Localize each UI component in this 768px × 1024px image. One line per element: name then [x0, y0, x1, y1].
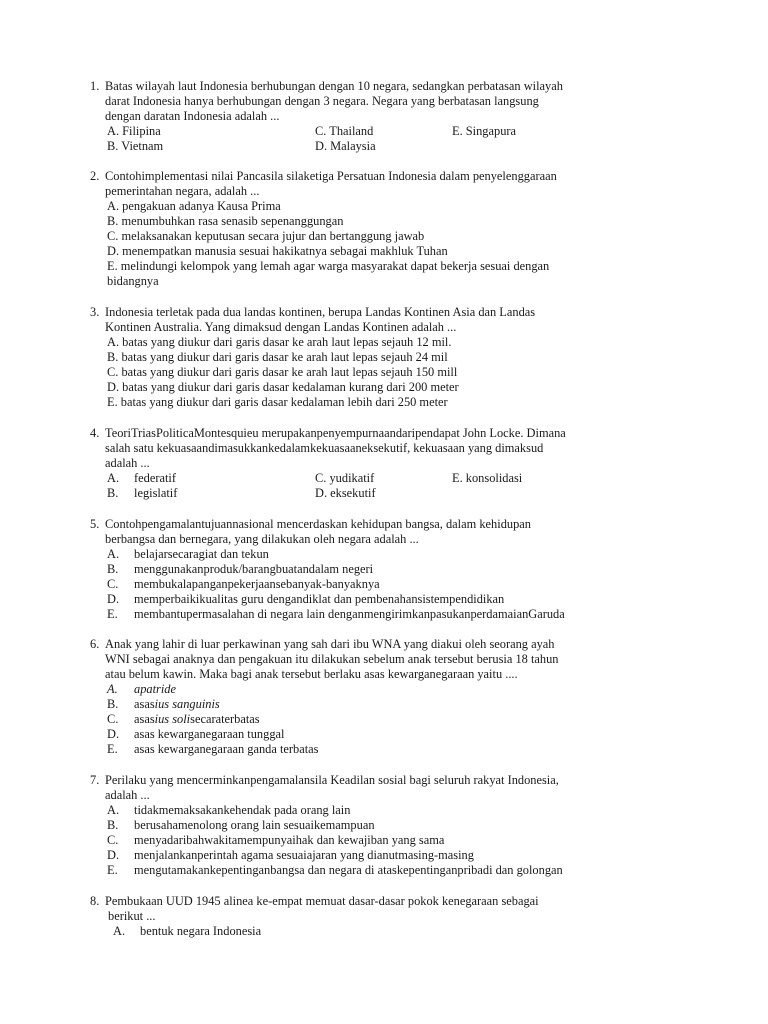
question-stem — [90, 305, 690, 335]
stem-line: adalah ... — [105, 456, 150, 470]
option-letter: E. — [107, 607, 118, 621]
option-e — [107, 259, 690, 274]
option-a — [107, 682, 690, 697]
option-text: Malaysia — [330, 139, 376, 153]
stem-line: dengan daratan Indonesia adalah ... — [105, 109, 280, 123]
option-b — [107, 486, 315, 501]
option-letter: E. — [452, 471, 463, 485]
option-letter: D. — [107, 380, 120, 394]
option-text: batas yang diukur dari garis dasar kedalaman lebih dari 250 meter — [120, 395, 448, 409]
option-a — [107, 335, 690, 350]
option-a — [113, 924, 690, 939]
question-number: 5. — [90, 517, 100, 531]
option-letter: B. — [107, 818, 119, 832]
option-letter: A. — [107, 199, 120, 213]
option-e — [107, 395, 690, 410]
option-text: belajarsecaragiat dan tekun — [134, 547, 269, 561]
option-c — [315, 471, 452, 486]
option-letter: D. — [107, 592, 120, 606]
option-letter: C. — [107, 712, 119, 726]
option-d — [107, 380, 690, 395]
option-letter: A. — [107, 547, 120, 561]
option-letter: E. — [107, 259, 118, 273]
question-number: 6. — [90, 637, 100, 651]
option-grid — [107, 124, 690, 154]
option-d — [107, 592, 690, 607]
option-text: berusahamenolong orang lain sesuaikemampuan — [134, 818, 375, 832]
option-text: batas yang diukur dari garis dasar kedalaman kurang dari 200 meter — [122, 380, 459, 394]
option-d — [107, 848, 690, 863]
option-text: Vietnam — [121, 139, 164, 153]
option-text: legislatif — [134, 486, 178, 500]
option-c — [107, 365, 690, 380]
stem-line: berbangsa dan bernegara, yang dilakukan oleh negara adalah ... — [105, 532, 419, 546]
option-text: asas — [134, 697, 155, 711]
option-e — [107, 607, 690, 622]
option-a — [107, 803, 690, 818]
option-d — [315, 486, 452, 501]
option-text: batas yang diukur dari garis dasar ke arah laut lepas sejauh 12 mil. — [122, 335, 452, 349]
option-text: asas kewarganegaraan tunggal — [134, 727, 285, 741]
option-text: secaraterbatas — [190, 712, 260, 726]
option-continuation: bidangnya — [107, 274, 159, 288]
option-c — [107, 577, 690, 592]
option-text: asas kewarganegaraan ganda terbatas — [134, 742, 319, 756]
option-a — [107, 199, 690, 214]
option-text: tidakmemaksakankehendak pada orang lain — [134, 803, 351, 817]
stem-line: salah satu kekuasaandimasukkankedalamkekuasaaneksekutif, kekuasaan yang dimaksud — [105, 441, 544, 455]
option-c — [107, 833, 690, 848]
question-stem — [90, 894, 690, 924]
question-stem — [90, 169, 690, 199]
option-letter: A. — [107, 124, 120, 138]
question-stem — [90, 79, 690, 124]
stem-line: Anak yang lahir di luar perkawinan yang sah dari ibu WNA yang diakui oleh seorang ayah — [105, 637, 555, 651]
stem-line: atau belum kawin. Maka bagi anak tersebut berlaku asas kewarganegaraan yaitu .... — [105, 667, 518, 681]
stem-line: TeoriTriasPoliticaMontesquieu merupakanpenyempurnaandaripendapat John Locke. Dimana — [105, 426, 566, 440]
question-8 — [90, 894, 690, 939]
option-letter: A. — [107, 335, 120, 349]
option-e — [452, 124, 516, 139]
option-text: eksekutif — [330, 486, 376, 500]
option-text-italic: ius sanguinis — [154, 697, 220, 711]
question-number: 3. — [90, 305, 100, 319]
option-letter: E. — [107, 742, 118, 756]
option-letter: D. — [107, 727, 120, 741]
option-letter: A. — [107, 803, 120, 817]
question-stem — [90, 773, 690, 803]
question-3 — [90, 305, 690, 410]
option-text: menjalankanperintah agama sesuaiajaran yang dianutmasing-masing — [134, 848, 474, 862]
option-list — [113, 924, 690, 939]
option-text: memperbaikikualitas guru dengandiklat dan pembenahansistempendidikan — [134, 592, 505, 606]
stem-line: Perilaku yang mencerminkanpengamalansila Keadilan sosial bagi seluruh rakyat Indonesia, — [105, 773, 559, 787]
option-letter: C. — [107, 365, 119, 379]
stem-line: WNI sebagai anaknya dan pengakuan itu dilakukan sebelum anak tersebut berusia 18 tahun — [105, 652, 559, 666]
option-text: federatif — [134, 471, 176, 485]
option-d — [107, 727, 690, 742]
question-number: 8. — [90, 894, 100, 908]
option-letter: D. — [107, 244, 120, 258]
question-number: 4. — [90, 426, 100, 440]
question-number: 7. — [90, 773, 100, 787]
option-list — [107, 682, 690, 757]
option-letter: A. — [107, 682, 118, 696]
stem-line: darat Indonesia hanya berhubungan dengan 3 negara. Negara yang berbatasan langsung — [105, 94, 539, 108]
option-letter: C. — [107, 833, 119, 847]
option-letter: B. — [107, 486, 119, 500]
stem-line: adalah ... — [105, 788, 150, 802]
option-letter: D. — [107, 848, 120, 862]
option-text: Thailand — [329, 124, 374, 138]
option-b — [107, 214, 690, 229]
option-b — [107, 139, 315, 154]
question-stem — [90, 426, 690, 471]
question-stem — [90, 637, 690, 682]
stem-line: berikut ... — [108, 909, 156, 923]
option-c — [107, 229, 690, 244]
option-list — [107, 803, 690, 878]
option-text: konsolidasi — [465, 471, 523, 485]
stem-line: Indonesia terletak pada dua landas kontinen, berupa Landas Kontinen Asia dan Landas — [105, 305, 536, 319]
option-letter: C. — [315, 471, 327, 485]
option-text: Filipina — [122, 124, 161, 138]
option-a — [107, 124, 315, 139]
option-letter: E. — [452, 124, 463, 138]
stem-line: Pembukaan UUD 1945 alinea ke-empat memuat dasar-dasar pokok kenegaraan sebagai — [105, 894, 539, 908]
option-e — [452, 471, 522, 486]
question-6 — [90, 637, 690, 757]
option-letter: B. — [107, 139, 119, 153]
option-c — [107, 712, 690, 727]
option-b — [107, 562, 690, 577]
option-letter: B. — [107, 697, 119, 711]
stem-line: pemerintahan negara, adalah ... — [105, 184, 260, 198]
option-text: batas yang diukur dari garis dasar ke arah laut lepas sejauh 150 mill — [121, 365, 458, 379]
option-b — [107, 697, 690, 712]
option-letter: E. — [107, 395, 118, 409]
option-letter: B. — [107, 350, 119, 364]
option-text: menggunakanproduk/barangbuatandalam negeri — [134, 562, 374, 576]
question-number: 1. — [90, 79, 100, 93]
option-text: pengakuan adanya Kausa Prima — [122, 199, 281, 213]
stem-line: Kontinen Australia. Yang dimaksud dengan Landas Kontinen adalah ... — [105, 320, 457, 334]
option-letter: B. — [107, 214, 119, 228]
option-letter: C. — [315, 124, 327, 138]
option-e — [107, 863, 690, 878]
question-5 — [90, 517, 690, 622]
option-letter: B. — [107, 562, 119, 576]
option-text: yudikatif — [329, 471, 375, 485]
option-list — [107, 547, 690, 622]
option-text: mengutamakankepentinganbangsa dan negara di ataskepentinganpribadi dan golongan — [134, 863, 563, 877]
option-grid — [107, 471, 690, 501]
question-2 — [90, 169, 690, 289]
stem-line: Contohpengamalantujuannasional mencerdaskan kehidupan bangsa, dalam kehidupan — [105, 517, 531, 531]
option-text-italic: ius soli — [154, 712, 191, 726]
question-number: 2. — [90, 169, 100, 183]
option-text: menyadaribahwakitamempunyaihak dan kewajiban yang sama — [134, 833, 445, 847]
option-text: melindungi kelompok yang lemah agar warga masyarakat dapat bekerja sesuai dengan — [120, 259, 550, 273]
option-a — [107, 471, 315, 486]
option-letter: D. — [315, 139, 328, 153]
option-letter: E. — [107, 863, 118, 877]
option-e — [107, 742, 690, 757]
option-letter: C. — [107, 229, 119, 243]
option-text: menumbuhkan rasa senasib sepenanggungan — [121, 214, 344, 228]
option-d — [315, 139, 452, 154]
option-text: menempatkan manusia sesuai hakikatnya sebagai makhluk Tuhan — [122, 244, 448, 258]
option-letter: A. — [113, 924, 126, 938]
option-text: membantupermasalahan di negara lain denganmengirimkanpasukanperdamaianGaruda — [134, 607, 565, 621]
option-text: melaksanakan keputusan secara jujur dan bertanggung jawab — [121, 229, 425, 243]
option-letter: D. — [315, 486, 328, 500]
option-text: asas — [134, 712, 155, 726]
option-b — [107, 818, 690, 833]
option-list — [107, 335, 690, 410]
stem-line: Contohimplementasi nilai Pancasila silaketiga Persatuan Indonesia dalam penyelenggaraan — [105, 169, 557, 183]
option-letter: C. — [107, 577, 119, 591]
question-7 — [90, 773, 690, 878]
option-list — [107, 199, 690, 289]
option-a — [107, 547, 690, 562]
question-1 — [90, 79, 690, 154]
option-text: membukalapanganpekerjaansebanyak-banyaknya — [134, 577, 380, 591]
question-4 — [90, 426, 690, 501]
option-text: Singapura — [465, 124, 517, 138]
stem-line: Batas wilayah laut Indonesia berhubungan dengan 10 negara, sedangkan perbatasan wilayah — [105, 79, 563, 93]
question-stem — [90, 517, 690, 547]
option-d — [107, 244, 690, 259]
option-c — [315, 124, 452, 139]
option-b — [107, 350, 690, 365]
option-text: bentuk negara Indonesia — [140, 924, 262, 938]
option-text: apatride — [134, 682, 176, 696]
option-letter: A. — [107, 471, 120, 485]
option-text: batas yang diukur dari garis dasar ke arah laut lepas sejauh 24 mil — [121, 350, 448, 364]
